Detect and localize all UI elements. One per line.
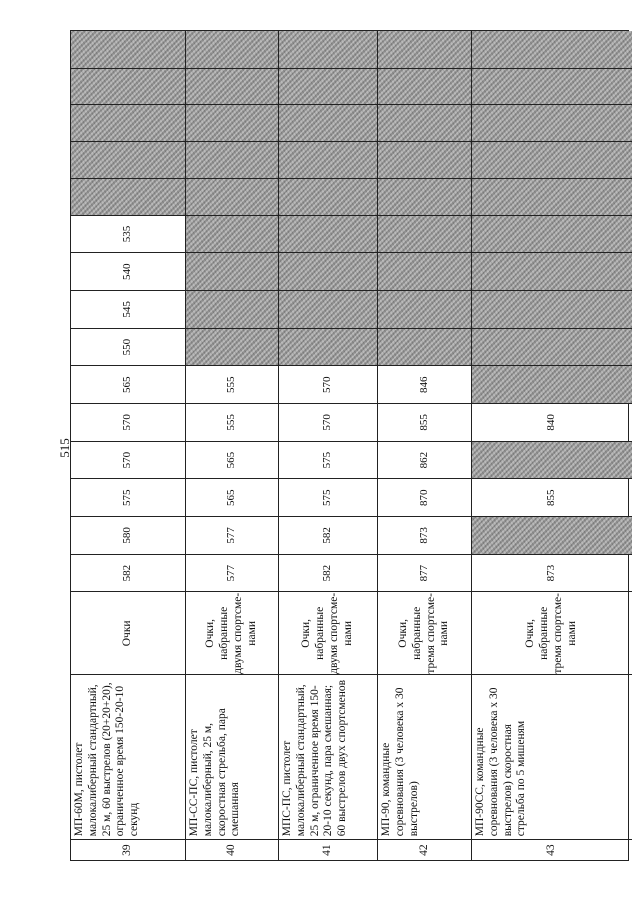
shaded-cell xyxy=(378,252,471,290)
row-number: 40 xyxy=(186,839,278,860)
shaded-cell xyxy=(472,141,632,178)
score-cell: 580 xyxy=(71,516,185,554)
row-number: 42 xyxy=(378,839,471,860)
score-cell: 855 xyxy=(378,403,471,441)
unit-of-measure: Очки, набранные двумя спортсме-нами xyxy=(279,591,377,674)
score-cell: 577 xyxy=(186,554,278,592)
table-row xyxy=(378,31,472,860)
score-cell: 565 xyxy=(71,365,185,403)
shaded-cell xyxy=(279,215,377,253)
score-cell: 840 xyxy=(472,403,632,441)
shaded-cell xyxy=(472,328,632,366)
shaded-cell xyxy=(186,290,278,328)
shaded-cell xyxy=(378,290,471,328)
shaded-cell xyxy=(472,516,632,554)
discipline-name: МП-90, командные соревнования (3 человека х 30 выстрелов) xyxy=(378,674,471,839)
shaded-cell xyxy=(71,68,185,105)
score-cell: 582 xyxy=(71,554,185,592)
unit-of-measure: Очки xyxy=(71,591,185,674)
shaded-cell xyxy=(186,68,278,105)
shaded-cell xyxy=(472,252,632,290)
shaded-cell xyxy=(186,105,278,142)
table-row xyxy=(472,31,632,860)
shaded-cell xyxy=(279,31,377,68)
shaded-cell xyxy=(378,31,471,68)
shaded-cell xyxy=(186,31,278,68)
score-cell: 575 xyxy=(279,441,377,479)
table-wrapper xyxy=(70,30,640,856)
score-cell: 582 xyxy=(279,516,377,554)
score-cell: 555 xyxy=(186,403,278,441)
score-cell: 575 xyxy=(279,478,377,516)
score-cell: 862 xyxy=(378,441,471,479)
table-row xyxy=(279,31,378,860)
unit-of-measure: Очки, набранные тремя спортсме-нами xyxy=(472,591,632,674)
score-cell: 555 xyxy=(186,365,278,403)
shaded-cell xyxy=(472,105,632,142)
score-cell: 846 xyxy=(378,365,471,403)
shaded-cell xyxy=(186,215,278,253)
discipline-name: МПС-ПС, пистолет малокалиберный стандартный, 25 м, ограниченное время 150-20-10 секунд, пара смешанная; 60 выстрелов двух спортсменов xyxy=(279,674,377,839)
score-cell: 570 xyxy=(279,403,377,441)
unit-of-measure: Очки, набранные двумя спортсме-нами xyxy=(186,591,278,674)
row-number: 39 xyxy=(71,839,185,860)
shaded-cell xyxy=(279,105,377,142)
score-cell: 873 xyxy=(378,516,471,554)
score-cell: 570 xyxy=(279,365,377,403)
shaded-cell xyxy=(71,105,185,142)
shaded-cell xyxy=(186,328,278,366)
shaded-cell xyxy=(472,215,632,253)
shaded-cell xyxy=(378,141,471,178)
row-number: 43 xyxy=(472,839,632,860)
score-cell: 565 xyxy=(186,478,278,516)
shaded-cell xyxy=(378,178,471,215)
shaded-cell xyxy=(71,178,185,215)
shaded-cell xyxy=(472,365,632,403)
shaded-cell xyxy=(472,441,632,479)
score-cell: 535 xyxy=(71,215,185,253)
score-cell: 565 xyxy=(186,441,278,479)
shaded-cell xyxy=(279,141,377,178)
score-cell: 550 xyxy=(71,328,185,366)
score-cell: 870 xyxy=(378,478,471,516)
score-cell: 570 xyxy=(71,403,185,441)
score-cell: 570 xyxy=(71,441,185,479)
score-cell: 855 xyxy=(472,478,632,516)
shaded-cell xyxy=(71,141,185,178)
shaded-cell xyxy=(378,328,471,366)
table-row xyxy=(71,31,186,860)
score-cell: 575 xyxy=(71,478,185,516)
score-cell: 877 xyxy=(378,554,471,592)
shaded-cell xyxy=(279,252,377,290)
shaded-cell xyxy=(186,178,278,215)
score-cell: 873 xyxy=(472,554,632,592)
shaded-cell xyxy=(186,252,278,290)
discipline-name: МП-90СС, командные соревнования (3 человека х 30 выстрелов) скоростная стрельба по 5 мишеням xyxy=(472,674,632,839)
standards-table xyxy=(70,30,629,861)
shaded-cell xyxy=(279,328,377,366)
discipline-name: МП-СС-ПС, пистолет малокалиберный, 25 м, скоростная стрельба, пара смешанная xyxy=(186,674,278,839)
shaded-cell xyxy=(472,178,632,215)
score-cell: 577 xyxy=(186,516,278,554)
row-number: 41 xyxy=(279,839,377,860)
shaded-cell xyxy=(378,68,471,105)
table-row xyxy=(186,31,279,860)
shaded-cell xyxy=(279,178,377,215)
shaded-cell xyxy=(378,105,471,142)
shaded-cell xyxy=(71,31,185,68)
shaded-cell xyxy=(472,290,632,328)
page-number: 515 xyxy=(57,438,72,458)
score-cell: 540 xyxy=(71,252,185,290)
shaded-cell xyxy=(186,141,278,178)
score-cell: 582 xyxy=(279,554,377,592)
shaded-cell xyxy=(279,68,377,105)
shaded-cell xyxy=(279,290,377,328)
score-cell: 545 xyxy=(71,290,185,328)
shaded-cell xyxy=(472,68,632,105)
shaded-cell xyxy=(472,31,632,68)
discipline-name: МП-60М, пистолет малокалиберный стандартный, 25 м, 60 выстрелов (20+20+20), ограниченное время 150-20-10 секунд xyxy=(71,674,185,839)
shaded-cell xyxy=(378,215,471,253)
unit-of-measure: Очки, набранные тремя спортсме-нами xyxy=(378,591,471,674)
